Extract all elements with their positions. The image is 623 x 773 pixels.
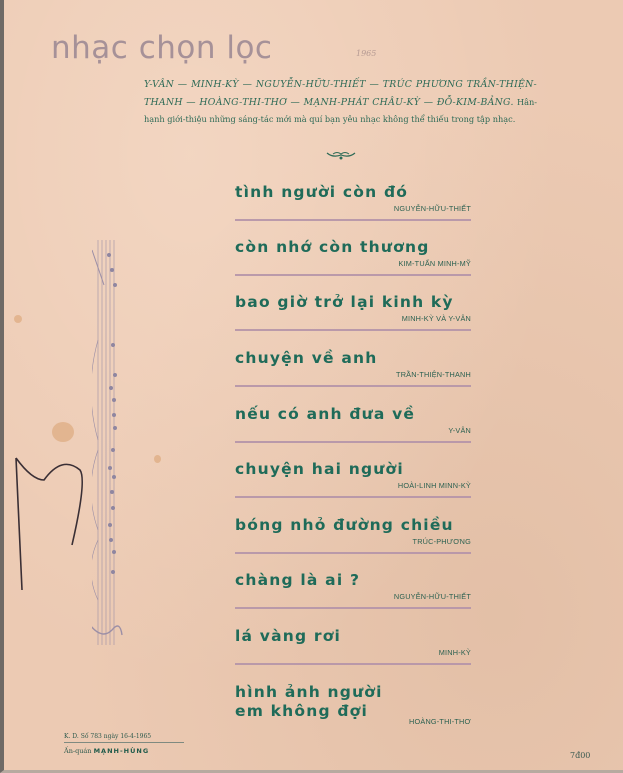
music-staff-icon <box>92 240 132 645</box>
song-title: nếu có anh đưa về <box>235 405 416 423</box>
song-author: HOÀI-LINH MINN-KỲ <box>397 481 471 490</box>
divider <box>235 219 471 221</box>
handwritten-scribble <box>12 450 87 600</box>
song-title: chàng là ai ? <box>235 571 361 589</box>
song-title: còn nhớ còn thương <box>235 238 430 256</box>
song-author: TRẦN-THIỆN-THANH <box>396 370 471 379</box>
year-annotation: 1965 <box>356 49 377 58</box>
song-item <box>235 405 471 443</box>
floral-ornament-icon <box>325 149 357 161</box>
song-author: Y-VÂN <box>448 426 471 435</box>
divider <box>235 552 471 554</box>
divider <box>235 329 471 331</box>
song-item <box>235 683 471 727</box>
song-author: KIM-TUẤN MINH-MỸ <box>398 259 471 268</box>
song-item <box>235 571 471 609</box>
song-author: TRÚC-PHƯƠNG <box>412 537 471 546</box>
song-item <box>235 627 471 665</box>
song-item <box>235 460 471 498</box>
song-item <box>235 293 471 331</box>
paper-stain <box>52 422 74 442</box>
divider <box>235 663 471 665</box>
song-title: chuyện về anh <box>235 349 378 367</box>
composers-list: Y-VÂN — MINH-KỲ — NGUYỄN-HỮU-THIẾT — TRÚC PHƯƠNG TRẦN-THIỆN-THANH — HOÀNG-THI-THƠ — MẠNH-PHÁT CHÂU-KỲ — ĐỖ-KIM-BẢNG. <box>144 79 537 108</box>
song-title-line1: hình ảnh người <box>235 683 383 701</box>
song-item <box>235 516 471 554</box>
song-item <box>235 238 471 276</box>
song-title: chuyện hai người <box>235 460 404 478</box>
song-author: MINH-KỲ VÀ Y-VÂN <box>401 314 471 323</box>
song-author: NGUYỄN-HỮU-THIẾT <box>393 592 471 601</box>
page-title: nhạc chọn lọc <box>51 30 273 66</box>
printer-label: Ấn-quán <box>64 747 92 755</box>
song-title: bóng nhỏ đường chiều <box>235 516 454 534</box>
divider <box>235 496 471 498</box>
song-author: NGUYỄN-HỮU-THIẾT <box>393 204 471 213</box>
divider <box>235 274 471 276</box>
divider <box>235 441 471 443</box>
printer-name: MẠNH-HÙNG <box>93 747 150 755</box>
song-item <box>235 349 471 387</box>
divider <box>235 607 471 609</box>
printer-line <box>64 747 184 755</box>
paper-stain <box>154 455 161 463</box>
intro-paragraph <box>144 76 537 129</box>
divider <box>235 385 471 387</box>
song-title: bao giờ trở lại kinh kỳ <box>235 293 454 311</box>
song-title-line2: em không đợi <box>235 702 369 720</box>
song-title: lá vàng rơi <box>235 627 342 645</box>
intro-description: Hân-hạnh giới-thiệu những sáng-tác mới mà quí bạn yêu nhạc không thể thiếu trong tập nhạc. <box>144 96 537 124</box>
price: 7đ00 <box>570 751 591 760</box>
song-author: HOÀNG-THI-THƠ <box>409 717 471 726</box>
registration-number: K. D. Số 783 ngày 16-4-1965 <box>64 733 184 743</box>
song-title: tình người còn đó <box>235 183 409 201</box>
publisher-info <box>64 733 184 755</box>
song-item <box>235 183 471 221</box>
song-author: MINH-KỲ <box>438 648 471 657</box>
paper-stain <box>14 315 22 323</box>
